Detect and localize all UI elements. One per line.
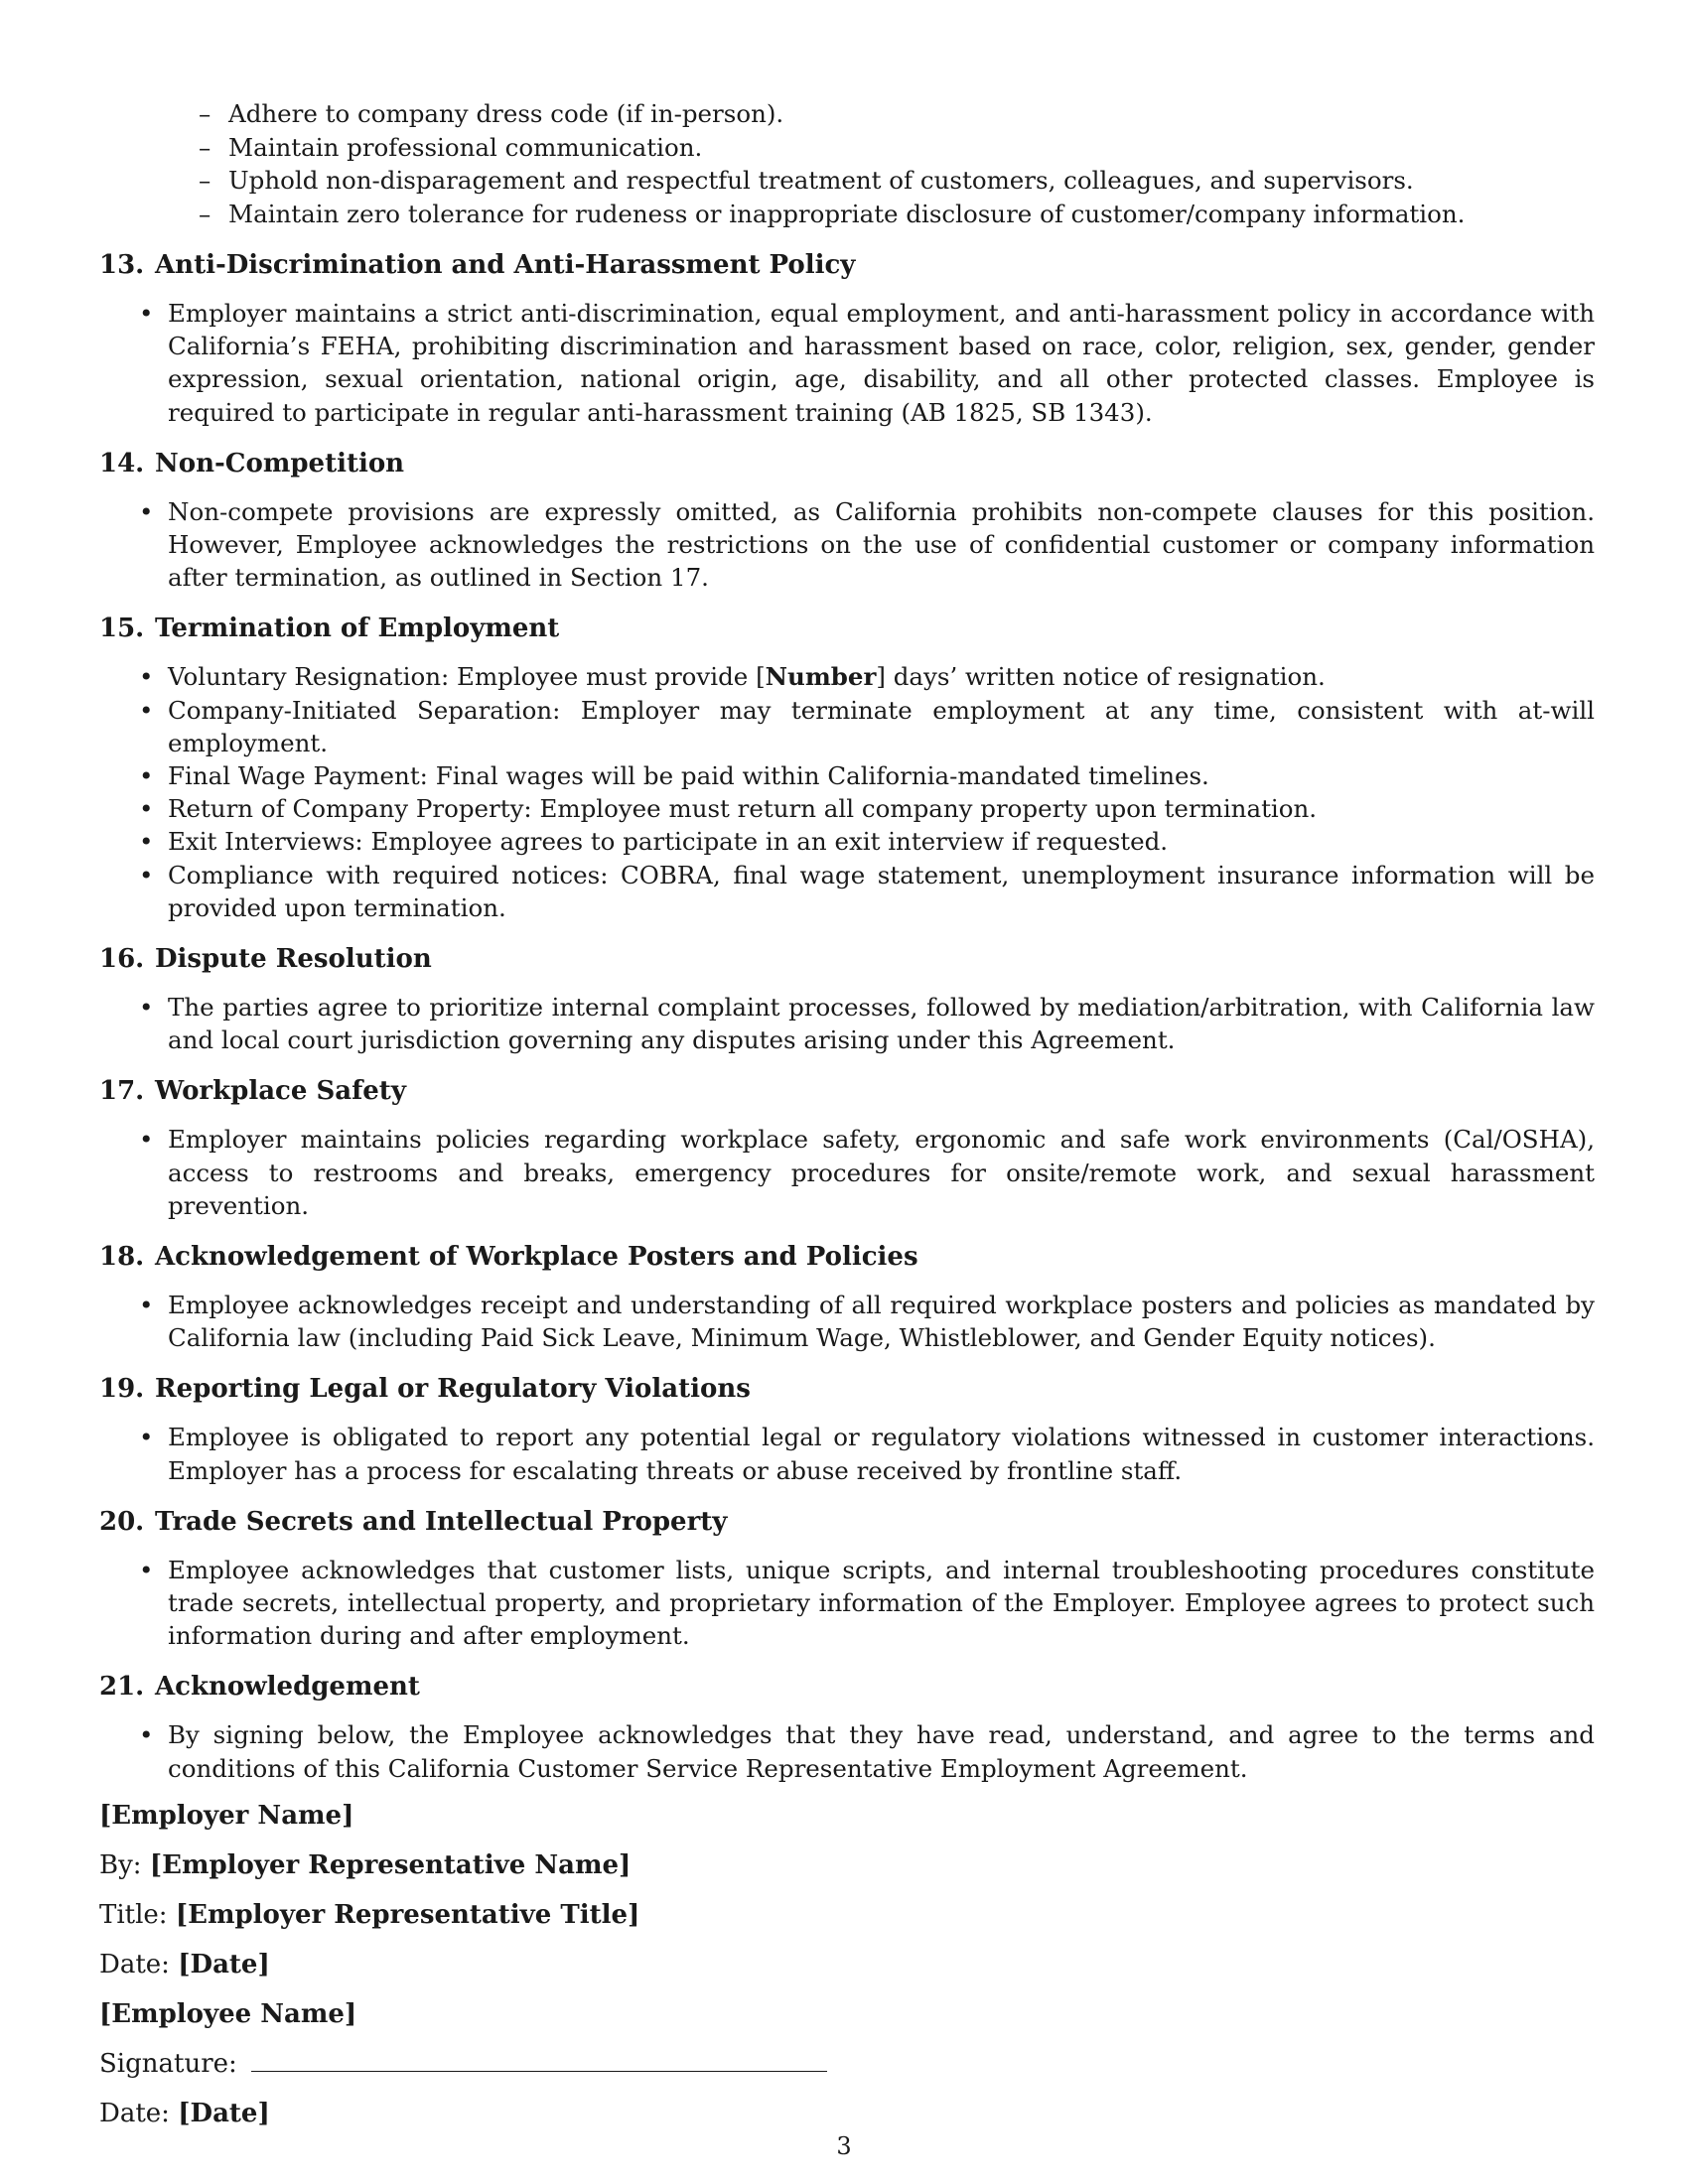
section-title: Dispute Resolution (155, 944, 432, 975)
employee-name-line (99, 1997, 1595, 2031)
employee-date-line (99, 2097, 1595, 2130)
section-bullets (99, 1289, 1595, 1354)
section-workplace-safety (99, 1074, 1595, 1222)
section-title: Workplace Safety (155, 1076, 406, 1107)
signature-block (99, 1799, 1595, 2130)
list-item: • Employee is obligated to report any potential legal or regulatory violations witnessed in customer interactions. Employer has a process for escalating threats or abuse received by frontline staff. (99, 1421, 1595, 1486)
section-heading (99, 1240, 1595, 1274)
employer-name-line (99, 1799, 1595, 1833)
title-label: Title: (99, 1899, 168, 1930)
list-item: • Compliance with required notices: COBRA, final wage statement, unemployment insurance information will be provided upon termination. (99, 859, 1595, 924)
section-number: 13. (99, 250, 145, 280)
list-item: – Adhere to company dress code (if in-person). (99, 97, 1595, 131)
section-trade-secrets (99, 1505, 1595, 1653)
by-label: By: (99, 1849, 142, 1880)
section-number: 20. (99, 1506, 145, 1537)
section-reporting-violations (99, 1372, 1595, 1486)
section-number: 21. (99, 1672, 145, 1703)
list-item: • Non-compete provisions are expressly omitted, as California prohibits non-compete clauses for this position. However, Employee acknowledges the restrictions on the use of confidential customer or company information after termination, as outlined in Section 17. (99, 495, 1595, 595)
section-title: Acknowledgement (155, 1672, 420, 1703)
section-heading (99, 1505, 1595, 1539)
employee-name: [Employee Name] (99, 1998, 357, 2029)
list-item: • The parties agree to prioritize internal complaint processes, followed by mediation/arbitration, with California law and local court jurisdiction governing any disputes arising under this Agreement. (99, 991, 1595, 1056)
section-acknowledgement (99, 1670, 1595, 1784)
section-bullets (99, 1554, 1595, 1653)
section-number: 18. (99, 1242, 145, 1273)
section-number: 16. (99, 944, 145, 975)
date-label: Date: (99, 2098, 170, 2128)
section-number: 19. (99, 1374, 145, 1405)
section-bullets (99, 1123, 1595, 1222)
list-item: – Uphold non-disparagement and respectful treatment of customers, colleagues, and supervisors. (99, 164, 1595, 198)
employer-date-line (99, 1948, 1595, 1981)
section-heading (99, 1074, 1595, 1108)
section-title: Acknowledgement of Workplace Posters and Policies (155, 1242, 918, 1273)
section-bullets (99, 1718, 1595, 1784)
employer-rep-title: [Employer Representative Title] (175, 1899, 640, 1930)
list-item: • Employee acknowledges receipt and understanding of all required workplace posters and policies as mandated by California law (including Paid Sick Leave, Minimum Wage, Whistleblower, and Gender Equity notices). (99, 1289, 1595, 1354)
section-termination (99, 612, 1595, 924)
page-number: 3 (836, 2132, 852, 2160)
section-heading (99, 942, 1595, 976)
section-heading (99, 248, 1595, 282)
list-item: – Maintain professional communication. (99, 131, 1595, 165)
section-title: Reporting Legal or Regulatory Violations (155, 1374, 751, 1405)
document-page (99, 97, 1595, 2146)
signature-label: Signature: (99, 2048, 237, 2079)
section-number: 15. (99, 614, 145, 644)
section-bullets (99, 660, 1595, 924)
list-item: • Company-Initiated Separation: Employer may terminate employment at any time, consistent with at-will employment. (99, 694, 1595, 759)
section-dispute-resolution (99, 942, 1595, 1056)
list-item: • Return of Company Property: Employee must return all company property upon termination. (99, 792, 1595, 825)
section-workplace-posters (99, 1240, 1595, 1354)
employer-title-line (99, 1898, 1595, 1932)
list-item: • Employer maintains policies regarding workplace safety, ergonomic and safe work environments (Cal/OSHA), access to restrooms and breaks, emergency procedures for onsite/remote work, and sexual harassment prevention. (99, 1123, 1595, 1222)
section-bullets (99, 297, 1595, 429)
section-anti-discrimination (99, 248, 1595, 429)
employer-name: [Employer Name] (99, 1800, 354, 1831)
list-item: • Exit Interviews: Employee agrees to participate in an exit interview if requested. (99, 825, 1595, 858)
date-label: Date: (99, 1949, 170, 1979)
list-item: • By signing below, the Employee acknowledges that they have read, understand, and agree to the terms and conditions of this California Customer Service Representative Employment Agreement. (99, 1718, 1595, 1784)
section-bullets (99, 495, 1595, 595)
list-item: – Maintain zero tolerance for rudeness or inappropriate disclosure of customer/company information. (99, 198, 1595, 231)
placeholder-text: Number (765, 662, 877, 692)
section-heading (99, 1670, 1595, 1704)
section-non-competition (99, 447, 1595, 595)
employer-date: [Date] (178, 1949, 270, 1979)
list-item: • Employee acknowledges that customer lists, unique scripts, and internal troubleshooting procedures constitute trade secrets, intellectual property, and proprietary information of the Employer. Employee agrees to protect such information during and after employment. (99, 1554, 1595, 1653)
carryover-list (99, 97, 1595, 230)
list-item: • Final Wage Payment: Final wages will be paid within California-mandated timelines. (99, 759, 1595, 792)
section-title: Non-Competition (155, 448, 405, 478)
section-number: 14. (99, 448, 145, 478)
list-item: • Employer maintains a strict anti-discrimination, equal employment, and anti-harassment policy in accordance with California’s FEHA, prohibiting discrimination and harassment based on race, color, religion, sex, gender, gender expression, sexual orientation, national origin, age, disability, and all other protected classes. Employee is required to participate in regular anti-harassment training (AB 1825, SB 1343). (99, 297, 1595, 429)
section-heading (99, 447, 1595, 480)
section-bullets (99, 991, 1595, 1056)
section-bullets (99, 1421, 1595, 1486)
employee-date: [Date] (178, 2098, 270, 2128)
section-title: Trade Secrets and Intellectual Property (155, 1506, 728, 1537)
list-item: • Voluntary Resignation: Employee must provide [Number] days’ written notice of resignation. (99, 660, 1595, 693)
section-heading (99, 612, 1595, 645)
section-title: Termination of Employment (155, 614, 560, 644)
employer-rep-line (99, 1848, 1595, 1882)
signature-blank (251, 2049, 827, 2072)
section-number: 17. (99, 1076, 145, 1107)
signature-line (99, 2047, 1595, 2081)
section-title: Anti-Discrimination and Anti-Harassment Policy (155, 250, 856, 280)
section-heading (99, 1372, 1595, 1406)
employer-rep-name: [Employer Representative Name] (149, 1849, 632, 1880)
